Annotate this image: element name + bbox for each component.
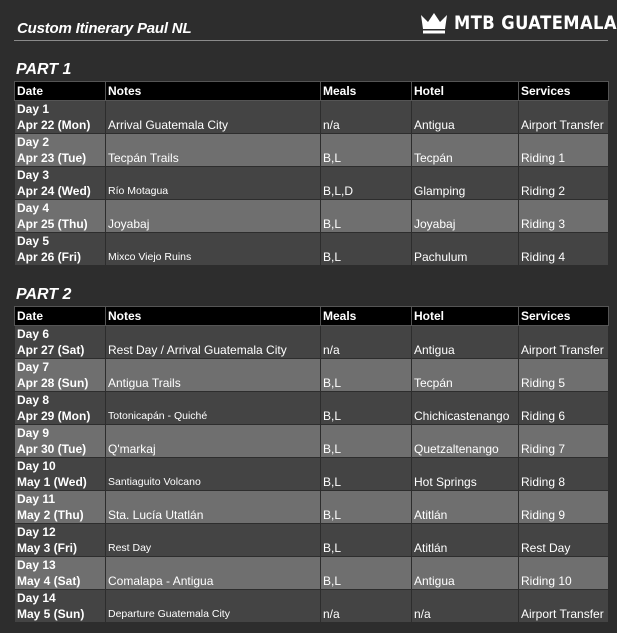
- notes-cell: Río Motagua: [106, 167, 321, 200]
- day-number: Day 6: [17, 327, 50, 341]
- meals-cell: B,L: [321, 200, 412, 233]
- meals-cell: B,L,D: [321, 167, 412, 200]
- hotel-cell: Pachulum: [412, 233, 519, 266]
- table-header-row: [15, 307, 609, 326]
- hotel-cell: Tecpán: [412, 134, 519, 167]
- part-2-rows: [15, 326, 609, 623]
- crown-icon: [420, 12, 448, 34]
- hotel-cell: Antigua: [412, 101, 519, 134]
- notes-cell: Mixco Viejo Ruins: [106, 233, 321, 266]
- day-number: Day 11: [17, 492, 56, 506]
- table-row: [15, 326, 609, 359]
- part-1-table: [14, 81, 609, 266]
- day-date: Apr 29 (Mon): [17, 409, 91, 423]
- day-date: Apr 24 (Wed): [17, 184, 91, 198]
- services-cell: Riding 1: [519, 134, 609, 167]
- day-date: Apr 30 (Tue): [17, 442, 87, 456]
- meals-cell: B,L: [321, 134, 412, 167]
- meals-cell: B,L: [321, 425, 412, 458]
- meals-cell: B,L: [321, 233, 412, 266]
- day-number: Day 2: [17, 135, 50, 149]
- hotel-cell: Atitlán: [412, 524, 519, 557]
- hotel-cell: Quetzaltenango: [412, 425, 519, 458]
- notes-cell: Totonicapán - Quiché: [106, 392, 321, 425]
- meals-cell: B,L: [321, 557, 412, 590]
- date-cell: [15, 233, 106, 266]
- day-number: Day 4: [17, 201, 50, 215]
- day-date: May 2 (Thu): [17, 508, 84, 522]
- day-date: Apr 28 (Sun): [17, 376, 89, 390]
- date-cell: [15, 101, 106, 134]
- date-cell: [15, 590, 106, 623]
- document-title: Custom Itinerary Paul NL: [17, 20, 192, 37]
- hotel-cell: Chichicastenango: [412, 392, 519, 425]
- date-cell: [15, 200, 106, 233]
- table-row: [15, 458, 609, 491]
- day-date: Apr 27 (Sat): [17, 343, 85, 357]
- services-cell: Riding 7: [519, 425, 609, 458]
- day-date: May 3 (Fri): [17, 541, 78, 555]
- table-row: [15, 200, 609, 233]
- services-cell: Riding 4: [519, 233, 609, 266]
- date-cell: [15, 491, 106, 524]
- date-cell: [15, 167, 106, 200]
- notes-cell: Joyabaj: [106, 200, 321, 233]
- table-row: [15, 425, 609, 458]
- day-date: May 5 (Sun): [17, 607, 85, 621]
- date-cell: [15, 458, 106, 491]
- services-cell: Riding 8: [519, 458, 609, 491]
- day-date: Apr 23 (Tue): [17, 151, 87, 165]
- meals-cell: n/a: [321, 326, 412, 359]
- notes-cell: Rest Day / Arrival Guatemala City: [106, 326, 321, 359]
- hotel-cell: Hot Springs: [412, 458, 519, 491]
- column-header-date: Date: [15, 82, 106, 101]
- day-number: Day 7: [17, 360, 50, 374]
- hotel-cell: Antigua: [412, 326, 519, 359]
- table-row: [15, 167, 609, 200]
- hotel-cell: Glamping: [412, 167, 519, 200]
- meals-cell: B,L: [321, 524, 412, 557]
- day-number: Day 5: [17, 234, 50, 248]
- hotel-cell: Joyabaj: [412, 200, 519, 233]
- table-row: [15, 101, 609, 134]
- date-cell: [15, 425, 106, 458]
- day-number: Day 10: [17, 459, 56, 473]
- table-row: [15, 590, 609, 623]
- services-cell: Riding 6: [519, 392, 609, 425]
- services-cell: Airport Transfer: [519, 101, 609, 134]
- notes-cell: Antigua Trails: [106, 359, 321, 392]
- document-header: [14, 8, 617, 41]
- date-cell: [15, 326, 106, 359]
- services-cell: Riding 3: [519, 200, 609, 233]
- brand-name: MTB GUATEMALA: [454, 12, 617, 34]
- column-header-services: Services: [519, 82, 609, 101]
- day-number: Day 12: [17, 525, 56, 539]
- day-date: Apr 22 (Mon): [17, 118, 91, 132]
- services-cell: Riding 10: [519, 557, 609, 590]
- date-cell: [15, 524, 106, 557]
- column-header-notes: Notes: [106, 82, 321, 101]
- day-number: Day 1: [17, 102, 50, 116]
- part-1-rows: [15, 101, 609, 266]
- hotel-cell: Antigua: [412, 557, 519, 590]
- day-date: Apr 25 (Thu): [17, 217, 88, 231]
- services-cell: Airport Transfer: [519, 590, 609, 623]
- table-row: [15, 557, 609, 590]
- day-date: May 4 (Sat): [17, 574, 81, 588]
- brand-logo: [420, 10, 617, 36]
- services-cell: Riding 9: [519, 491, 609, 524]
- meals-cell: n/a: [321, 590, 412, 623]
- date-cell: [15, 557, 106, 590]
- services-cell: Riding 5: [519, 359, 609, 392]
- table-row: [15, 524, 609, 557]
- hotel-cell: Tecpán: [412, 359, 519, 392]
- day-date: May 1 (Wed): [17, 475, 87, 489]
- column-header-services: Services: [519, 307, 609, 326]
- meals-cell: B,L: [321, 392, 412, 425]
- services-cell: Rest Day: [519, 524, 609, 557]
- date-cell: [15, 359, 106, 392]
- column-header-notes: Notes: [106, 307, 321, 326]
- table-row: [15, 392, 609, 425]
- day-number: Day 3: [17, 168, 50, 182]
- notes-cell: Santiaguito Volcano: [106, 458, 321, 491]
- part-2-title: PART 2: [16, 286, 72, 303]
- hotel-cell: Atitlán: [412, 491, 519, 524]
- part-2-table: [14, 306, 609, 623]
- table-row: [15, 233, 609, 266]
- meals-cell: n/a: [321, 101, 412, 134]
- notes-cell: Departure Guatemala City: [106, 590, 321, 623]
- day-date: Apr 26 (Fri): [17, 250, 82, 264]
- column-header-hotel: Hotel: [412, 82, 519, 101]
- date-cell: [15, 392, 106, 425]
- day-number: Day 8: [17, 393, 50, 407]
- notes-cell: Sta. Lucía Utatlán: [106, 491, 321, 524]
- column-header-meals: Meals: [321, 82, 412, 101]
- notes-cell: Q'markaj: [106, 425, 321, 458]
- meals-cell: B,L: [321, 359, 412, 392]
- column-header-meals: Meals: [321, 307, 412, 326]
- day-number: Day 14: [17, 591, 56, 605]
- day-number: Day 9: [17, 426, 50, 440]
- table-row: [15, 134, 609, 167]
- meals-cell: B,L: [321, 458, 412, 491]
- table-row: [15, 359, 609, 392]
- column-header-hotel: Hotel: [412, 307, 519, 326]
- part-1-title: PART 1: [16, 61, 72, 78]
- notes-cell: Rest Day: [106, 524, 321, 557]
- meals-cell: B,L: [321, 491, 412, 524]
- notes-cell: Tecpán Trails: [106, 134, 321, 167]
- date-cell: [15, 134, 106, 167]
- services-cell: Airport Transfer: [519, 326, 609, 359]
- notes-cell: Arrival Guatemala City: [106, 101, 321, 134]
- table-header-row: [15, 82, 609, 101]
- notes-cell: Comalapa - Antigua: [106, 557, 321, 590]
- day-number: Day 13: [17, 558, 56, 572]
- services-cell: Riding 2: [519, 167, 609, 200]
- hotel-cell: n/a: [412, 590, 519, 623]
- column-header-date: Date: [15, 307, 106, 326]
- table-row: [15, 491, 609, 524]
